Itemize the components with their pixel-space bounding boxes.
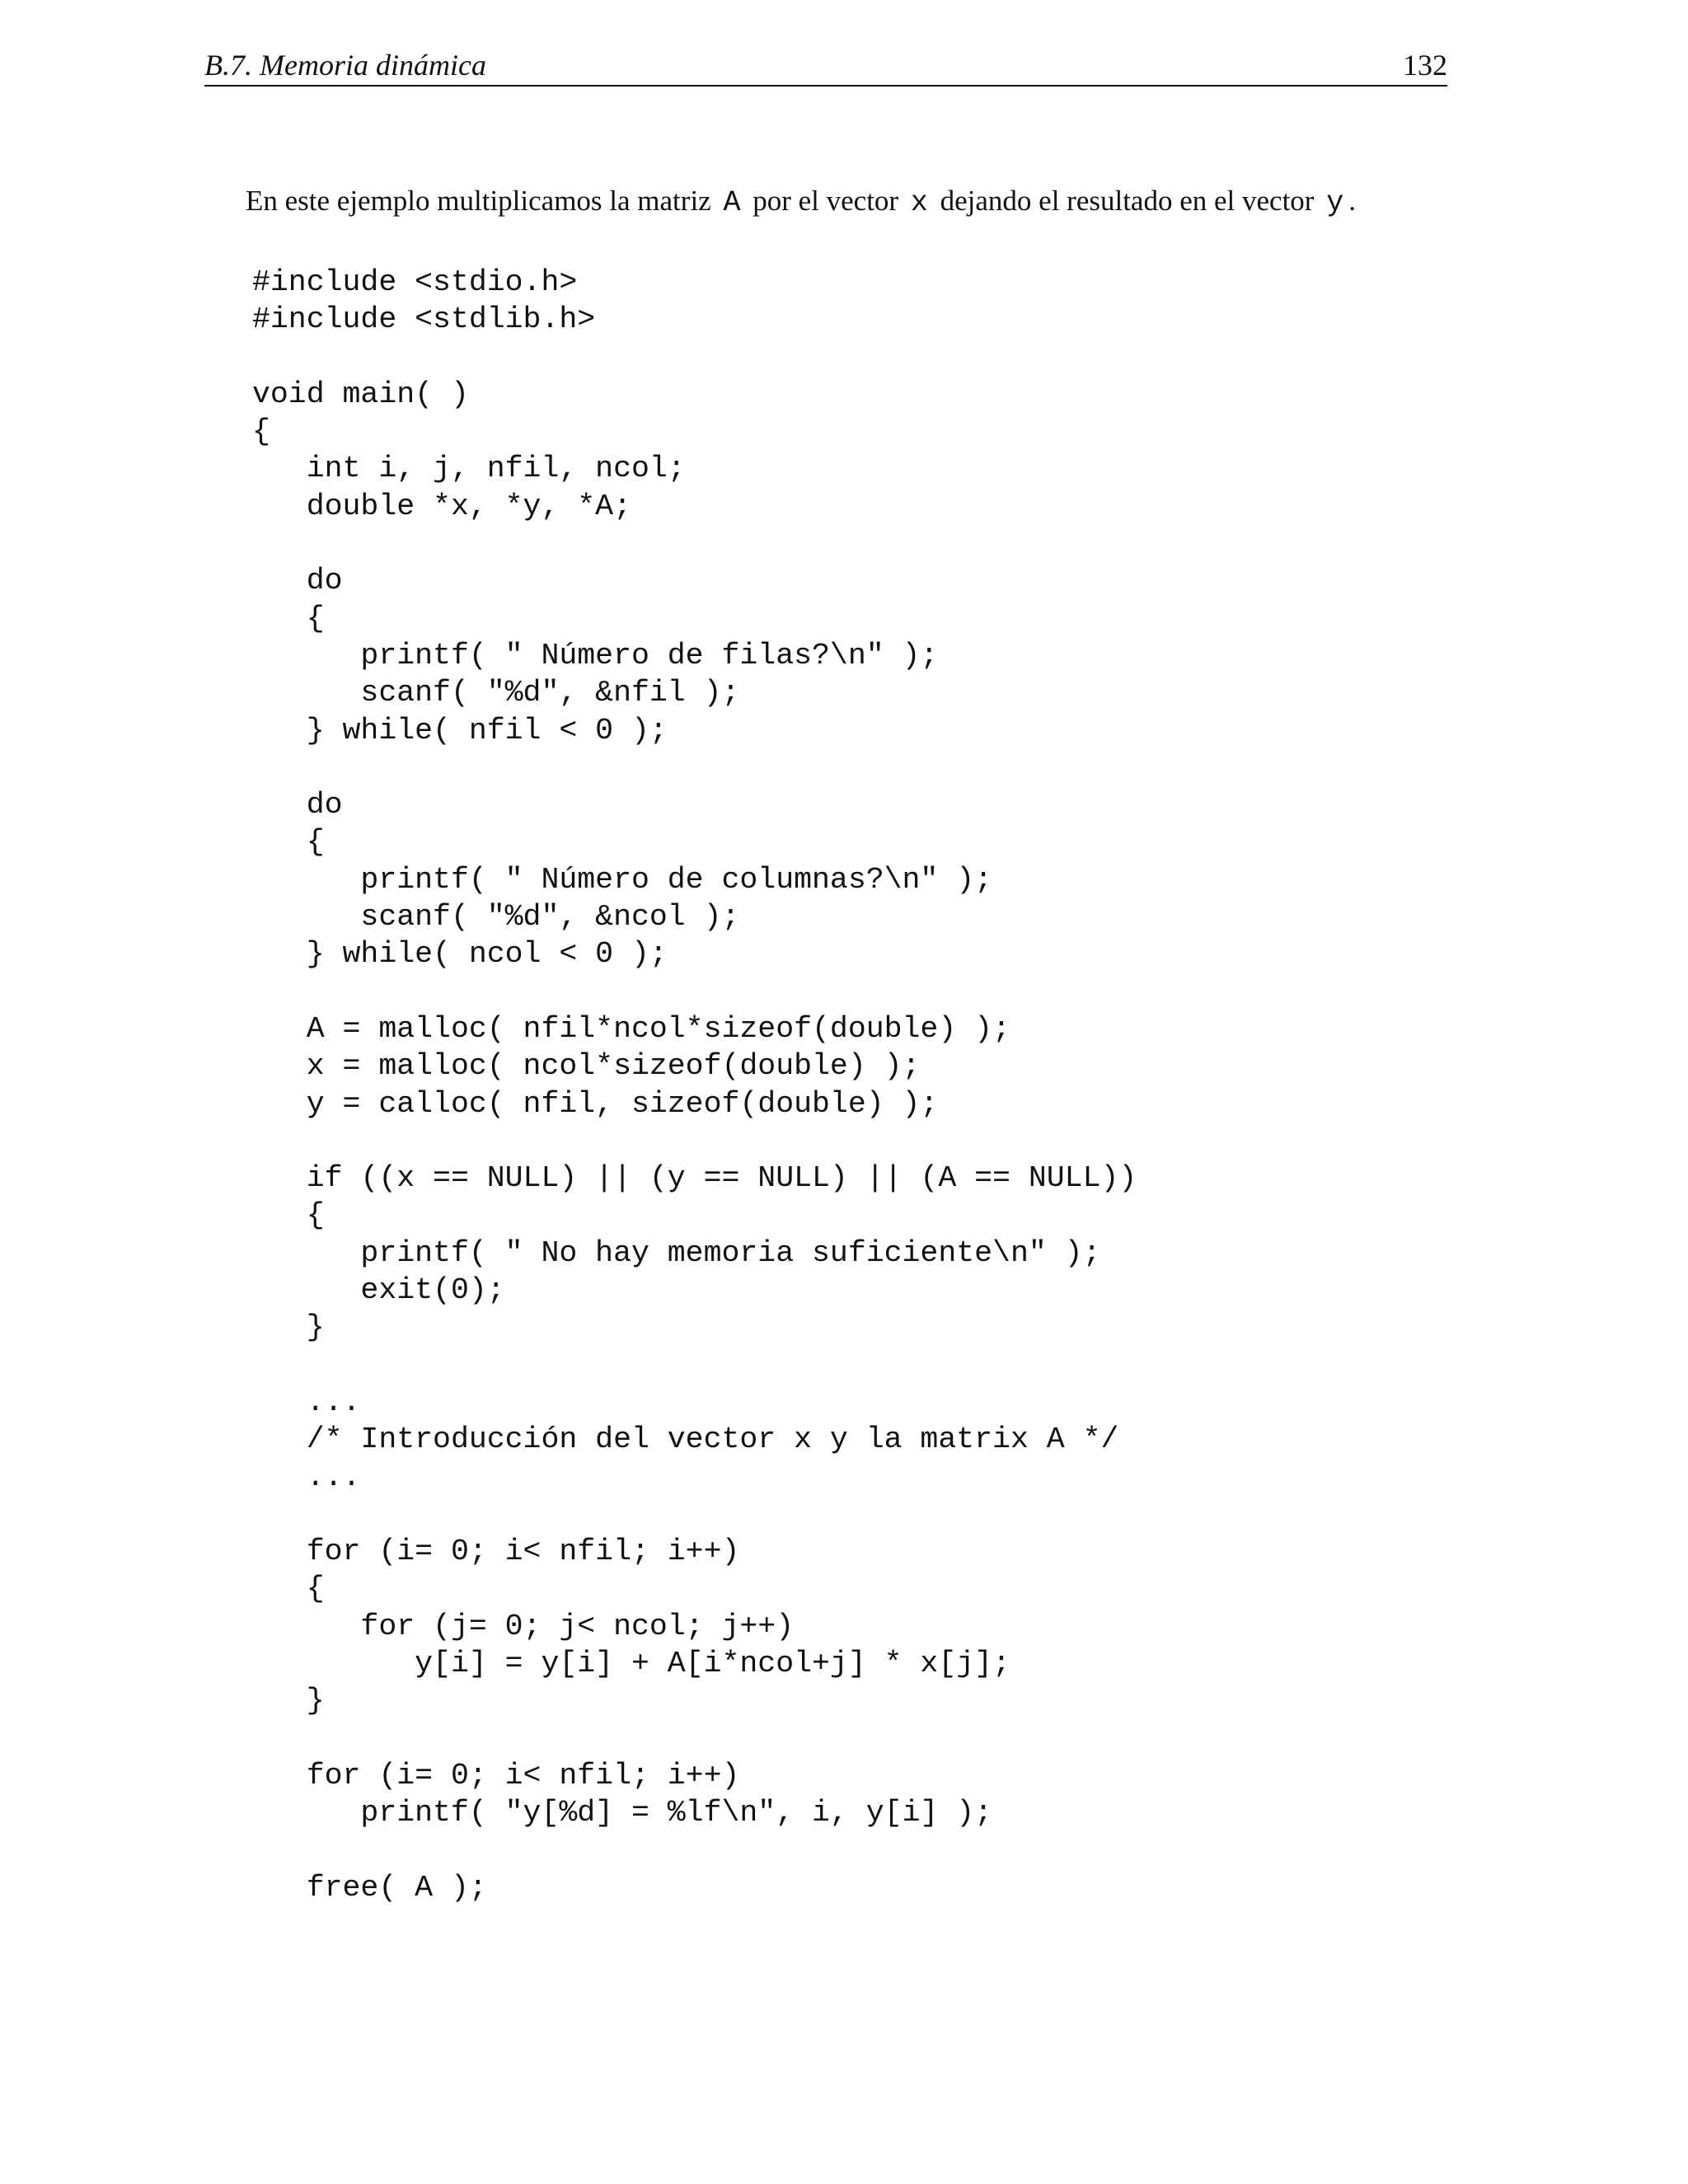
code-line: scanf( "%d", &ncol ); — [252, 900, 740, 935]
code-line: do — [252, 788, 343, 823]
code-line: y[i] = y[i] + A[i*ncol+j] * x[j]; — [252, 1646, 1010, 1680]
intro-text-4: . — [1348, 185, 1356, 217]
code-line: { — [252, 1198, 325, 1233]
code-line — [252, 1831, 1137, 1868]
code-line — [252, 1496, 1137, 1533]
code-line: { — [252, 601, 325, 635]
intro-paragraph — [246, 180, 1356, 224]
code-line: ... — [252, 1385, 361, 1419]
code-line: { — [252, 825, 325, 860]
header-rule — [204, 85, 1447, 87]
code-line: #include <stdio.h> — [252, 265, 578, 299]
intro-text-1: En este ejemplo multiplicamos la matriz — [246, 185, 711, 217]
intro-text-3: dejando el resultado en el vector — [940, 185, 1315, 217]
intro-text-2: por el vector — [753, 185, 899, 217]
code-line: y = calloc( nfil, sizeof(double) ); — [252, 1086, 939, 1121]
code-line — [252, 339, 1137, 376]
code-line: free( A ); — [252, 1870, 487, 1905]
code-line — [252, 749, 1137, 786]
code-line — [252, 973, 1137, 1010]
code-line: int i, j, nfil, ncol; — [252, 452, 686, 486]
code-line: } while( nfil < 0 ); — [252, 713, 668, 748]
page-number: 132 — [1403, 49, 1447, 82]
code-line — [252, 1347, 1137, 1384]
code-line: exit(0); — [252, 1273, 505, 1308]
code-line: printf( " No hay memoria suficiente\n" ); — [252, 1235, 1101, 1270]
code-line: printf( " Número de filas?\n" ); — [252, 638, 939, 673]
section-title: B.7. Memoria dinámica — [204, 49, 486, 82]
intro-var-vector-x: x — [910, 186, 928, 219]
code-line: if ((x == NULL) || (y == NULL) || (A == NULL)) — [252, 1161, 1137, 1196]
code-line: do — [252, 564, 343, 598]
code-line: { — [252, 1572, 325, 1606]
code-line: x = malloc( ncol*sizeof(double) ); — [252, 1049, 921, 1084]
code-line: for (i= 0; i< nfil; i++) — [252, 1758, 740, 1793]
code-line: printf( " Número de columnas?\n" ); — [252, 862, 993, 897]
code-line — [252, 1122, 1137, 1160]
code-line: } — [252, 1684, 325, 1718]
code-line: /* Introducción del vector x y la matrix A */ — [252, 1422, 1119, 1457]
code-line: { — [252, 415, 270, 449]
code-line: for (i= 0; i< nfil; i++) — [252, 1535, 740, 1569]
code-line: #include <stdlib.h> — [252, 302, 596, 337]
code-line — [252, 1720, 1137, 1757]
page-header — [204, 45, 1447, 86]
code-line: scanf( "%d", &nfil ); — [252, 676, 740, 710]
code-line: A = malloc( nfil*ncol*sizeof(double) ); — [252, 1011, 1010, 1046]
code-line: double *x, *y, *A; — [252, 489, 631, 523]
intro-var-matrix: A — [723, 186, 741, 219]
code-line: } while( ncol < 0 ); — [252, 937, 668, 972]
code-listing — [252, 264, 1137, 1906]
intro-var-vector-y: y — [1326, 186, 1344, 219]
code-line: } — [252, 1310, 325, 1345]
code-line: for (j= 0; j< ncol; j++) — [252, 1609, 795, 1643]
code-line — [252, 525, 1137, 562]
code-line: void main( ) — [252, 377, 469, 411]
code-line: ... — [252, 1460, 361, 1494]
code-line: printf( "y[%d] = %lf\n", i, y[i] ); — [252, 1796, 993, 1830]
